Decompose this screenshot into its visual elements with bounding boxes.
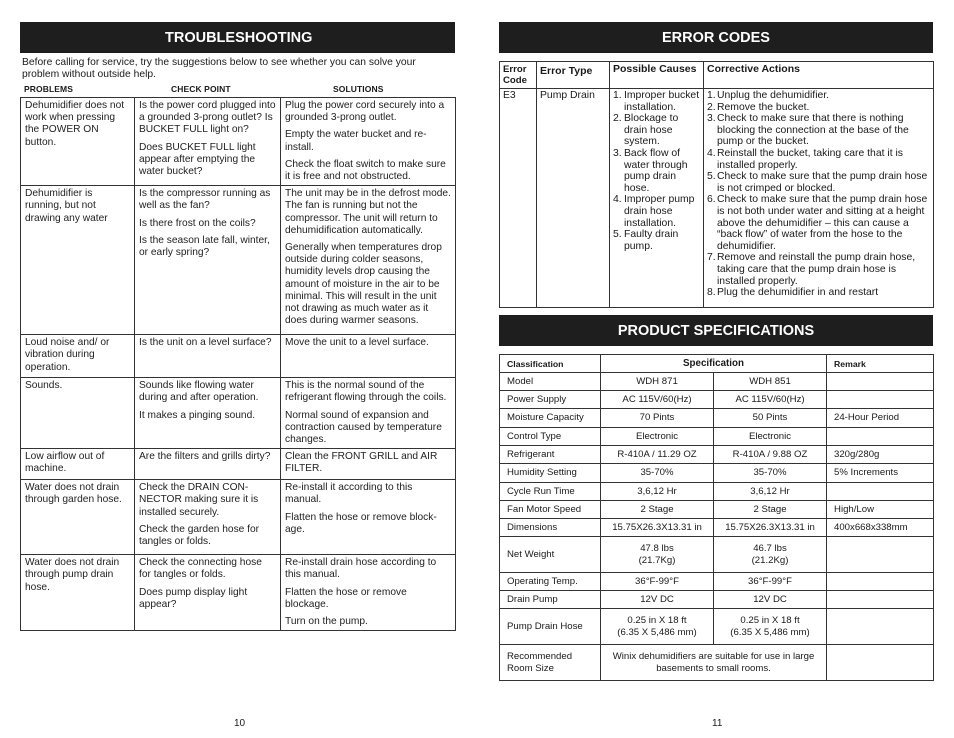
problem-cell: Dehumidifier does not work when pressing the POWER ON button. — [21, 98, 135, 186]
solution-cell — [281, 480, 456, 555]
spec-remark-cell — [827, 609, 934, 645]
troubleshooting-table — [20, 97, 456, 631]
spec-value-cell-text: 2 Stage — [753, 503, 787, 515]
spec-remark-cell — [827, 519, 934, 537]
spec-value-cell-text: 0.25 in X 18 ft — [740, 614, 800, 626]
spec-value-cell-text: 46.7 lbs — [753, 542, 787, 554]
spec-value-cell-text: 36°F-99°F — [748, 575, 792, 587]
list-number: 4. — [613, 194, 622, 206]
check-point-cell — [135, 480, 281, 555]
check-point-text: Check the DRAIN CON-NECTOR making sure it is installed securely. — [139, 482, 259, 518]
solution-text: Flatten the hose or remove block-age. — [285, 511, 437, 535]
spec-label-cell-text: Control Type — [507, 430, 562, 442]
spec-header-specification: Specification — [601, 355, 827, 373]
spec-value-cell — [601, 446, 714, 464]
error-header-causes: Possible Causes — [610, 62, 704, 89]
problem-cell: Water does not drain through garden hose. — [21, 480, 135, 555]
spec-value-cell — [601, 609, 714, 645]
spec-header-classification: Classification — [500, 355, 601, 373]
check-point-cell — [135, 335, 281, 378]
spec-row — [500, 609, 934, 645]
cause-item — [613, 113, 700, 148]
spec-value-cell-text: R-410A / 9.88 OZ — [732, 448, 808, 460]
spec-label-cell — [500, 537, 601, 573]
spec-value-cell-text: AC 115V/60(Hz) — [735, 393, 805, 405]
error-codes-table — [499, 61, 934, 308]
spec-remark-cell-text: 400x668x338mm — [834, 521, 908, 533]
troubleshooting-intro: Before calling for service, try the suggestions below to see whether you can solve your problem without outside help. — [22, 57, 416, 80]
spec-value-cell — [714, 591, 827, 609]
error-type-cell: Pump Drain — [537, 89, 610, 308]
spec-remark-cell — [827, 645, 934, 681]
check-point-text: Does BUCKET FULL light appear after emptying the water bucket? — [139, 141, 256, 178]
spec-label-cell-text: Pump Drain Hose — [507, 620, 583, 632]
check-point-text: Check the connecting hose for tangles or folds. — [139, 557, 262, 581]
spec-value-cell-text: 35-70% — [753, 467, 787, 478]
spec-row — [500, 409, 934, 428]
problem-cell: Low airflow out of machine. — [21, 449, 135, 480]
check-point-cell — [135, 186, 281, 335]
check-point-text: Is the power cord plugged into a grounded 3-prong outlet? Is BUCKET FULL light on? — [139, 100, 276, 136]
cause-item-text: Faulty drain pump. — [624, 229, 679, 252]
spec-value-cell — [714, 483, 827, 501]
troubleshooting-row — [21, 480, 456, 555]
troubleshooting-row — [21, 555, 456, 631]
check-point-cell — [135, 449, 281, 480]
spec-value-cell — [714, 373, 827, 391]
spec-remark-cell — [827, 446, 934, 464]
spec-header-remark: Remark — [827, 355, 934, 373]
spec-value-cell — [714, 519, 827, 537]
action-item — [707, 102, 930, 114]
spec-remark-cell-text: 320g/280g — [834, 448, 880, 460]
spec-value-cell-text: (21.7Kg) — [638, 554, 676, 566]
spec-value-cell-text: AC 115V/60(Hz) — [622, 393, 692, 405]
spec-remark-cell-text: 5% Increments — [834, 467, 899, 478]
spec-value-cell — [714, 609, 827, 645]
action-item-text: Check to make sure that the pump drain hose is not crimped or blocked. — [717, 171, 928, 194]
error-code-cell: E3 — [500, 89, 537, 308]
solution-cell — [281, 555, 456, 631]
cause-item-text: Blockage to drain hose system. — [624, 113, 679, 148]
spec-row — [500, 464, 934, 483]
spec-merged-cell-text: basements to small rooms. — [656, 662, 771, 674]
check-point-text: It makes a pinging sound. — [139, 409, 256, 421]
spec-value-cell-text: 3,6,12 Hr — [750, 485, 790, 497]
cause-item-text: Back flow of water through pump drain hose. — [624, 147, 688, 194]
action-item-text: Check to make sure that there is nothing blocking the connection at the base of the pump or the bucket. — [717, 113, 909, 148]
error-actions-cell — [704, 89, 934, 308]
spec-label-cell — [500, 573, 601, 591]
spec-row — [500, 483, 934, 501]
error-causes-cell — [610, 89, 704, 308]
spec-value-cell-text: 15.75X26.3X13.31 in — [612, 521, 702, 533]
problem-cell: Dehumidifier is running, but not drawing any water — [21, 186, 135, 335]
troubleshooting-row — [21, 449, 456, 480]
spec-value-cell-text: WDH 871 — [636, 375, 678, 387]
spec-label-cell — [500, 483, 601, 501]
error-header-type: Error Type — [537, 62, 610, 89]
spec-label-cell — [500, 609, 601, 645]
error-header-code — [500, 62, 537, 89]
error-header-code-text: Error Code — [503, 64, 527, 86]
list-number: 3. — [707, 113, 716, 125]
check-point-text: Sounds like flowing water during and after operation. — [139, 380, 259, 404]
list-number: 7. — [707, 252, 716, 264]
spec-value-cell-text: (6.35 X 5,486 mm) — [617, 626, 697, 638]
spec-value-cell-text: 50 Pints — [752, 412, 788, 423]
error-codes-title: ERROR CODES — [499, 22, 933, 53]
list-number: 8. — [707, 287, 716, 299]
spec-label-cell — [500, 645, 601, 681]
action-item — [707, 90, 930, 102]
spec-row — [500, 373, 934, 391]
spec-row — [500, 501, 934, 519]
action-item — [707, 171, 930, 194]
spec-value-cell — [601, 373, 714, 391]
spec-row — [500, 428, 934, 446]
spec-merged-cell — [601, 645, 827, 681]
cause-item-text: Improper pump drain hose installation. — [624, 194, 695, 229]
solution-text: Empty the water bucket and re-install. — [285, 129, 427, 153]
spec-label-cell — [500, 373, 601, 391]
list-number: 3. — [613, 147, 622, 159]
spec-value-cell — [601, 409, 714, 428]
spec-value-cell — [601, 537, 714, 573]
spec-value-cell-text: (6.35 X 5,486 mm) — [730, 626, 810, 638]
spec-remark-cell-text: 24-Hour Period — [834, 412, 900, 423]
spec-remark-cell — [827, 483, 934, 501]
check-point-text: Are the filters and grills dirty? — [139, 451, 271, 463]
action-item-text: Remove the bucket. — [717, 101, 810, 113]
spec-row — [500, 446, 934, 464]
solution-cell — [281, 335, 456, 378]
cause-item — [613, 194, 700, 229]
list-number: 5. — [707, 171, 716, 183]
col-header-problems: PROBLEMS — [24, 84, 73, 94]
troubleshooting-row — [21, 186, 456, 335]
spec-value-cell-text: R-410A / 11.29 OZ — [617, 448, 697, 460]
check-point-text: Is the compressor running as well as the fan? — [139, 188, 271, 212]
spec-value-cell-text: 35-70% — [640, 467, 674, 478]
solution-cell — [281, 449, 456, 480]
action-item-text: Plug the dehumidifier in and restart — [717, 287, 879, 299]
cause-item-text: Improper bucket installation. — [624, 90, 700, 113]
spec-value-cell-text: 0.25 in X 18 ft — [627, 614, 687, 626]
action-item — [707, 252, 930, 287]
spec-remark-cell — [827, 391, 934, 409]
col-header-check-point: CHECK POINT — [171, 84, 231, 94]
spec-value-cell-text: 2 Stage — [640, 503, 674, 515]
col-header-solutions: SOLUTIONS — [333, 84, 384, 94]
solution-text: Re-install it according to this manual. — [285, 482, 413, 506]
spec-row — [500, 391, 934, 409]
solution-text: This is the normal sound of the refrigerant flowing through the coils. — [285, 380, 447, 404]
spec-remark-cell — [827, 428, 934, 446]
spec-remark-cell-text: High/Low — [834, 503, 875, 515]
list-number: 1. — [707, 90, 716, 101]
solution-text: Turn on the pump. — [285, 616, 368, 628]
cause-item — [613, 229, 700, 252]
check-point-cell — [135, 98, 281, 186]
spec-label-cell-text: Recommended — [507, 650, 573, 662]
problem-cell: Sounds. — [21, 378, 135, 449]
troubleshooting-row — [21, 98, 456, 186]
spec-row — [500, 591, 934, 609]
spec-value-cell-text: Electronic — [635, 430, 679, 442]
spec-value-cell — [714, 391, 827, 409]
spec-remark-cell — [827, 591, 934, 609]
solution-text: Flatten the hose or remove blockage. — [285, 586, 407, 610]
product-specifications-title: PRODUCT SPECIFICATIONS — [499, 315, 933, 346]
troubleshooting-row — [21, 378, 456, 449]
spec-value-cell — [601, 464, 714, 483]
spec-value-cell — [601, 591, 714, 609]
action-item-text: Unplug the dehumidifier. — [717, 90, 830, 101]
list-number: 5. — [613, 229, 622, 241]
action-item — [707, 287, 930, 299]
spec-remark-cell — [827, 373, 934, 391]
spec-value-cell — [601, 428, 714, 446]
spec-value-cell — [601, 483, 714, 501]
spec-remark-cell — [827, 409, 934, 428]
spec-label-cell-text: Power Supply — [507, 393, 567, 405]
page-number-right: 11 — [712, 718, 723, 729]
check-point-text: Is the unit on a level surface? — [139, 337, 272, 349]
solution-cell — [281, 378, 456, 449]
spec-row — [500, 537, 934, 573]
spec-remark-cell — [827, 501, 934, 519]
spec-value-cell — [714, 501, 827, 519]
check-point-text: Is the season late fall, winter, or early spring? — [139, 234, 270, 259]
check-point-cell — [135, 555, 281, 631]
list-number: 1. — [613, 90, 622, 101]
spec-label-cell — [500, 391, 601, 409]
spec-value-cell-text: 70 Pints — [639, 412, 675, 423]
solution-text: The unit may be in the defrost mode. The fan is running but not the compressor. The unit will return to dehumidification automatically. — [285, 188, 451, 236]
spec-value-cell-text: Electronic — [748, 430, 792, 442]
spec-merged-cell-text: Winix dehumidifiers are suitable for use in large — [612, 650, 815, 662]
spec-label-cell — [500, 591, 601, 609]
spec-value-cell — [601, 573, 714, 591]
cause-item — [613, 90, 700, 113]
specifications-table — [499, 354, 934, 681]
solution-text: Normal sound of expansion and contraction caused by temperature changes. — [285, 409, 442, 446]
spec-row — [500, 645, 934, 681]
spec-value-cell — [601, 391, 714, 409]
spec-label-cell-text: Net Weight — [507, 548, 555, 560]
spec-value-cell — [714, 573, 827, 591]
spec-label-cell — [500, 409, 601, 428]
spec-value-cell — [601, 501, 714, 519]
list-number: 2. — [707, 101, 716, 113]
spec-label-cell-text: Drain Pump — [507, 593, 558, 605]
spec-value-cell-text: 47.8 lbs — [640, 542, 674, 554]
spec-value-cell — [714, 409, 827, 428]
spec-label-cell — [500, 428, 601, 446]
error-header-actions: Corrective Actions — [704, 62, 934, 89]
action-item — [707, 148, 930, 171]
spec-label-cell — [500, 501, 601, 519]
list-number: 6. — [707, 194, 716, 206]
solution-text: Clean the FRONT GRILL and AIR FILTER. — [285, 451, 438, 475]
spec-value-cell-text: 12V DC — [753, 593, 787, 605]
spec-value-cell-text: 12V DC — [640, 593, 674, 605]
spec-label-cell-text: Dimensions — [507, 521, 558, 533]
spec-remark-cell — [827, 573, 934, 591]
spec-remark-cell — [827, 464, 934, 483]
action-item-text: Remove and reinstall the pump drain hose, taking care that the pump drain hose is installed properly. — [717, 252, 916, 287]
actions-list — [707, 90, 930, 299]
spec-label-cell-text: Moisture Capacity — [507, 412, 584, 423]
spec-value-cell — [601, 519, 714, 537]
spec-value-cell — [714, 428, 827, 446]
spec-row — [500, 519, 934, 537]
cause-item — [613, 148, 700, 194]
spec-label-cell-text: Model — [507, 375, 534, 387]
solution-text: Generally when temperatures drop outside during colder seasons, humidity levels drop causing the amount of moisture in the air to be minimal. This will result in the unit not drawing as much water as it does during warmer seasons. — [285, 242, 442, 327]
problem-cell: Water does not drain through pump drain hose. — [21, 555, 135, 631]
solution-text: Move the unit to a level surface. — [285, 337, 429, 349]
problem-cell: Loud noise and/ or vibration during operation. — [21, 335, 135, 378]
action-item — [707, 113, 930, 148]
spec-value-cell-text: (21.2Kg) — [751, 554, 789, 566]
check-point-cell — [135, 378, 281, 449]
list-number: 2. — [613, 113, 622, 125]
solution-text: Plug the power cord securely into a grounded 3-prong outlet. — [285, 100, 445, 124]
troubleshooting-row — [21, 335, 456, 378]
check-point-text: Check the garden hose for tangles or folds. — [139, 523, 260, 548]
spec-label-cell-text: Humidity Setting — [507, 467, 577, 478]
causes-list — [613, 90, 700, 252]
spec-value-cell-text: 15.75X26.3X13.31 in — [725, 521, 815, 533]
troubleshooting-title: TROUBLESHOOTING — [20, 22, 455, 53]
solution-cell — [281, 186, 456, 335]
spec-value-cell — [714, 446, 827, 464]
check-point-text: Does pump display light appear? — [139, 586, 248, 610]
spec-value-cell — [714, 464, 827, 483]
spec-label-cell-text: Cycle Run Time — [507, 485, 575, 497]
spec-value-cell-text: 36°F-99°F — [635, 575, 679, 587]
spec-label-cell-text: Refrigerant — [507, 448, 555, 460]
action-item — [707, 194, 930, 252]
spec-label-cell-text: Room Size — [507, 662, 554, 674]
action-item-text: Check to make sure that the pump drain hose is not both under water and sitting at a height above the dehumidifier – this can cause a “back flow” of water from the hose to the dehumidifier. — [717, 194, 928, 252]
spec-remark-cell — [827, 537, 934, 573]
solution-text: Re-install drain hose according to this manual. — [285, 557, 437, 581]
spec-label-cell — [500, 519, 601, 537]
action-item-text: Reinstall the bucket, taking care that it is installed properly. — [717, 147, 903, 171]
spec-row — [500, 573, 934, 591]
spec-label-cell-text: Fan Motor Speed — [507, 503, 582, 515]
solution-text: Check the float switch to make sure it is free and not obstructed. — [285, 158, 446, 183]
spec-value-cell-text: 3,6,12 Hr — [637, 485, 677, 497]
page-number-left: 10 — [234, 718, 246, 729]
spec-value-cell — [714, 537, 827, 573]
list-number: 4. — [707, 147, 716, 159]
spec-label-cell-text: Operating Temp. — [507, 575, 578, 587]
spec-value-cell-text: WDH 851 — [749, 375, 791, 387]
spec-label-cell — [500, 446, 601, 464]
check-point-text: Is there frost on the coils? — [139, 217, 256, 229]
solution-cell — [281, 98, 456, 186]
spec-label-cell — [500, 464, 601, 483]
